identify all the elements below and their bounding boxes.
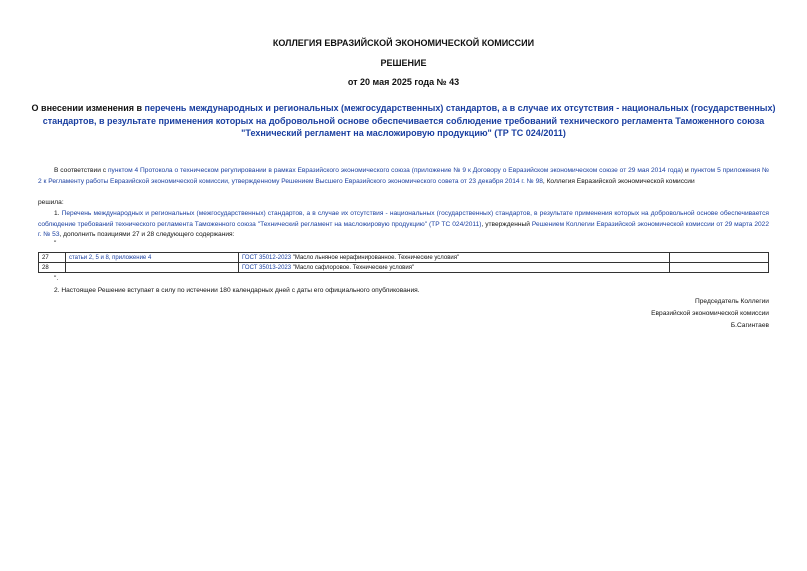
preamble-paragraph	[38, 166, 769, 187]
table-row	[39, 253, 769, 263]
preamble-text-2: и	[683, 167, 691, 174]
title-list-link[interactable]: перечень международных и региональных (межгосударственных) стандартов, а в случае их отсутствия - национальных (государственных) стандартов, в результате применения которых на добровольной основе обеспечивается соблюдение требований технического регламента Таможенного союза "Технический регламент на масложировую продукцию" (ТР ТС 024/2011)	[42, 103, 776, 138]
extra-cell	[670, 253, 769, 263]
articles-link[interactable]: статьи 2, 5 и 8, приложение 4	[66, 253, 239, 263]
signature-block	[651, 296, 769, 332]
articles-link[interactable]	[66, 263, 239, 273]
table-row	[39, 263, 769, 273]
standard-cell	[239, 253, 670, 263]
opening-quote: "	[54, 240, 57, 247]
issuing-body: КОЛЛЕГИЯ ЕВРАЗИЙСКОЙ ЭКОНОМИЧЕСКОЙ КОМИССИИ	[272, 38, 535, 48]
signatory-organization: Евразийской экономической комиссии	[651, 310, 769, 317]
preamble-text-1: В соответствии с	[54, 167, 108, 174]
point-1-text-3: , дополнить позициями 27 и 28 следующего содержания:	[59, 231, 235, 238]
point-1-text-2: , утвержденный	[481, 220, 532, 228]
point-2-paragraph: 2. Настоящее Решение вступает в силу по истечении 180 календарных дней с даты его официального опубликования.	[54, 287, 420, 294]
protocol-link[interactable]: пунктом 4 Протокола о техническом регулировании в рамках Евразийского экономического союза (приложение № 9 к Договору о Евразийском экономическом союзе от 29 мая 2014 года)	[107, 167, 684, 174]
standards-list-link[interactable]: Перечень международных и региональных (межгосударственных) стандартов, а в случае их отсутствия - национальных (государственных) стандартов, в результате применения которых на добровольной основе обеспечивается соблюдение требований технического регламента Таможенного союза "Технический регламент на масложировую продукцию" (ТР ТС 024/2011)	[38, 210, 769, 228]
commission-decision-link[interactable]: Решением Коллегии Евразийской экономической комиссии от 29 марта 2022 г. № 53	[38, 220, 769, 238]
standard-title: "Масло льняное нерафинированное. Технические условия"	[291, 254, 460, 261]
document-date-number: от 20 мая 2025 года № 43	[347, 77, 460, 87]
regulation-link[interactable]: пунктом 5 приложения № 2 к Регламенту работы Евразийской экономической комиссии, утвержденному Решением Высшего Евразийского экономического совета от 23 декабря 2014 г. № 98	[38, 167, 770, 185]
signatory-position: Председатель Коллегии	[695, 298, 769, 305]
position-number: 27	[39, 253, 66, 263]
document-type: РЕШЕНИЕ	[380, 58, 427, 68]
point-1-number: 1.	[54, 210, 62, 217]
signatory-name: Б.Сагинтаев	[730, 322, 769, 329]
document-title	[30, 102, 777, 140]
position-number: 28	[39, 263, 66, 273]
title-prefix: О внесении изменения в	[31, 103, 145, 113]
extra-cell	[670, 263, 769, 273]
decided-label: решила:	[38, 199, 64, 206]
closing-quote: ".	[54, 275, 59, 282]
positions-table	[38, 252, 769, 273]
standard-title: "Масло сафлоровое. Технические условия"	[291, 264, 415, 271]
preamble-text-3: , Коллегия Евразийской экономической комиссии	[542, 177, 695, 185]
point-1-paragraph	[38, 209, 769, 241]
standard-link[interactable]: ГОСТ 35012-2023	[242, 254, 292, 261]
standard-cell	[239, 263, 670, 273]
standard-link[interactable]: ГОСТ 35013-2023	[242, 264, 292, 271]
